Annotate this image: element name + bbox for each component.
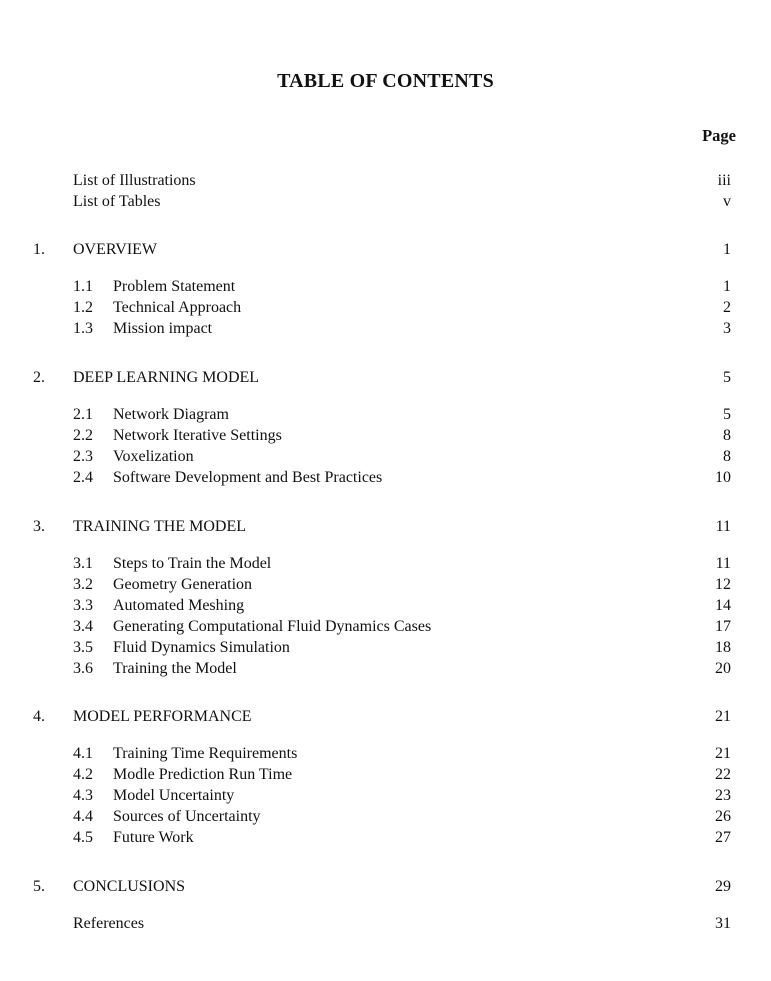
subsection-page: 11 (715, 555, 731, 572)
subsection-title: Network Diagram (113, 406, 229, 423)
subsection-page: 18 (715, 639, 731, 656)
subsection-number: 3.5 (73, 639, 93, 656)
subsection-title: Automated Meshing (113, 597, 245, 614)
subsection-page: 14 (715, 597, 731, 614)
subsection-number: 4.2 (73, 766, 93, 783)
toc-section-4[interactable] (0, 706, 771, 727)
section-title: TRAINING THE MODEL (73, 518, 247, 535)
subsection-title: Network Iterative Settings (113, 427, 282, 444)
subsection-page: 8 (723, 427, 731, 444)
toc-subsection-1-3[interactable] (0, 318, 771, 339)
toc-entry-list-of-illustrations[interactable] (0, 170, 771, 191)
subsection-page: 12 (715, 576, 731, 593)
section-number: 3. (33, 518, 45, 535)
subsection-title: Technical Approach (113, 299, 242, 316)
subsection-number: 1.3 (73, 320, 93, 337)
subsection-number: 3.3 (73, 597, 93, 614)
entry-label: List of Tables (73, 193, 161, 210)
subsection-number: 2.3 (73, 448, 93, 465)
subsection-title: Modle Prediction Run Time (113, 766, 293, 783)
subsection-number: 2.1 (73, 406, 93, 423)
entry-page: v (723, 193, 731, 210)
toc-subsection-2-3[interactable] (0, 446, 771, 467)
section-page: 21 (715, 708, 731, 725)
subsection-number: 4.4 (73, 808, 93, 825)
section-number: 5. (33, 878, 45, 895)
section-page: 11 (715, 518, 731, 535)
subsection-title: Geometry Generation (113, 576, 253, 593)
subsection-number: 1.1 (73, 278, 93, 295)
toc-subsection-3-2[interactable] (0, 574, 771, 595)
section-number: 2. (33, 369, 45, 386)
subsection-title: Software Development and Best Practices (113, 469, 383, 486)
toc-subsection-4-5[interactable] (0, 827, 771, 848)
toc-subsection-2-4[interactable] (0, 467, 771, 488)
subsection-number: 4.1 (73, 745, 93, 762)
subsection-number: 2.4 (73, 469, 93, 486)
subsection-number: 3.6 (73, 660, 93, 677)
toc-subsection-3-6[interactable] (0, 658, 771, 679)
toc-subsection-3-5[interactable] (0, 637, 771, 658)
subsection-title: Model Uncertainty (113, 787, 235, 804)
subsection-page: 1 (723, 278, 731, 295)
entry-label: List of Illustrations (73, 172, 196, 189)
subsection-number: 4.5 (73, 829, 93, 846)
subsection-page: 10 (715, 469, 731, 486)
subsection-title: Training Time Requirements (113, 745, 298, 762)
subsection-page: 17 (715, 618, 731, 635)
subsection-title: Generating Computational Fluid Dynamics Cases (113, 618, 432, 635)
toc-section-5[interactable] (0, 876, 771, 897)
subsection-number: 1.2 (73, 299, 93, 316)
subsection-number: 4.3 (73, 787, 93, 804)
subsection-title: Mission impact (113, 320, 213, 337)
subsection-number: 2.2 (73, 427, 93, 444)
entry-page: iii (717, 172, 731, 189)
subsection-number: 3.1 (73, 555, 93, 572)
subsection-page: 23 (715, 787, 731, 804)
entry-page: 31 (715, 915, 731, 932)
subsection-page: 3 (723, 320, 731, 337)
toc-subsection-1-1[interactable] (0, 276, 771, 297)
toc-section-3[interactable] (0, 516, 771, 537)
section-title: CONCLUSIONS (73, 878, 186, 895)
subsection-title: Problem Statement (113, 278, 236, 295)
subsection-title: Sources of Uncertainty (113, 808, 261, 825)
section-title: OVERVIEW (73, 241, 158, 258)
toc-subsection-4-3[interactable] (0, 785, 771, 806)
subsection-number: 3.4 (73, 618, 93, 635)
toc-subsection-3-3[interactable] (0, 595, 771, 616)
page-column-heading: Page (702, 126, 736, 145)
subsection-title: Training the Model (113, 660, 237, 677)
section-title: MODEL PERFORMANCE (73, 708, 252, 725)
subsection-page: 2 (723, 299, 731, 316)
toc-subsection-4-1[interactable] (0, 743, 771, 764)
subsection-page: 27 (715, 829, 731, 846)
subsection-title: Steps to Train the Model (113, 555, 272, 572)
subsection-page: 26 (715, 808, 731, 825)
subsection-page: 21 (715, 745, 731, 762)
toc-subsection-4-2[interactable] (0, 764, 771, 785)
toc-subsection-2-1[interactable] (0, 404, 771, 425)
toc-subsection-4-4[interactable] (0, 806, 771, 827)
toc-subsection-2-2[interactable] (0, 425, 771, 446)
section-page: 5 (723, 369, 731, 386)
toc-subsection-3-4[interactable] (0, 616, 771, 637)
subsection-title: Fluid Dynamics Simulation (113, 639, 290, 656)
section-number: 1. (33, 241, 45, 258)
entry-label: References (73, 915, 145, 932)
toc-subsection-1-2[interactable] (0, 297, 771, 318)
subsection-page: 22 (715, 766, 731, 783)
subsection-title: Voxelization (113, 448, 194, 465)
section-title: DEEP LEARNING MODEL (73, 369, 260, 386)
subsection-page: 8 (723, 448, 731, 465)
section-page: 29 (715, 878, 731, 895)
section-number: 4. (33, 708, 45, 725)
toc-entry-list-of-tables[interactable] (0, 191, 771, 212)
toc-title: TABLE OF CONTENTS (277, 70, 494, 92)
subsection-title: Future Work (113, 829, 194, 846)
subsection-page: 20 (715, 660, 731, 677)
subsection-page: 5 (723, 406, 731, 423)
toc-entry-references[interactable] (0, 913, 771, 934)
subsection-number: 3.2 (73, 576, 93, 593)
toc-subsection-3-1[interactable] (0, 553, 771, 574)
toc-section-1[interactable] (0, 239, 771, 260)
section-page: 1 (723, 241, 731, 258)
toc-section-2[interactable] (0, 367, 771, 388)
